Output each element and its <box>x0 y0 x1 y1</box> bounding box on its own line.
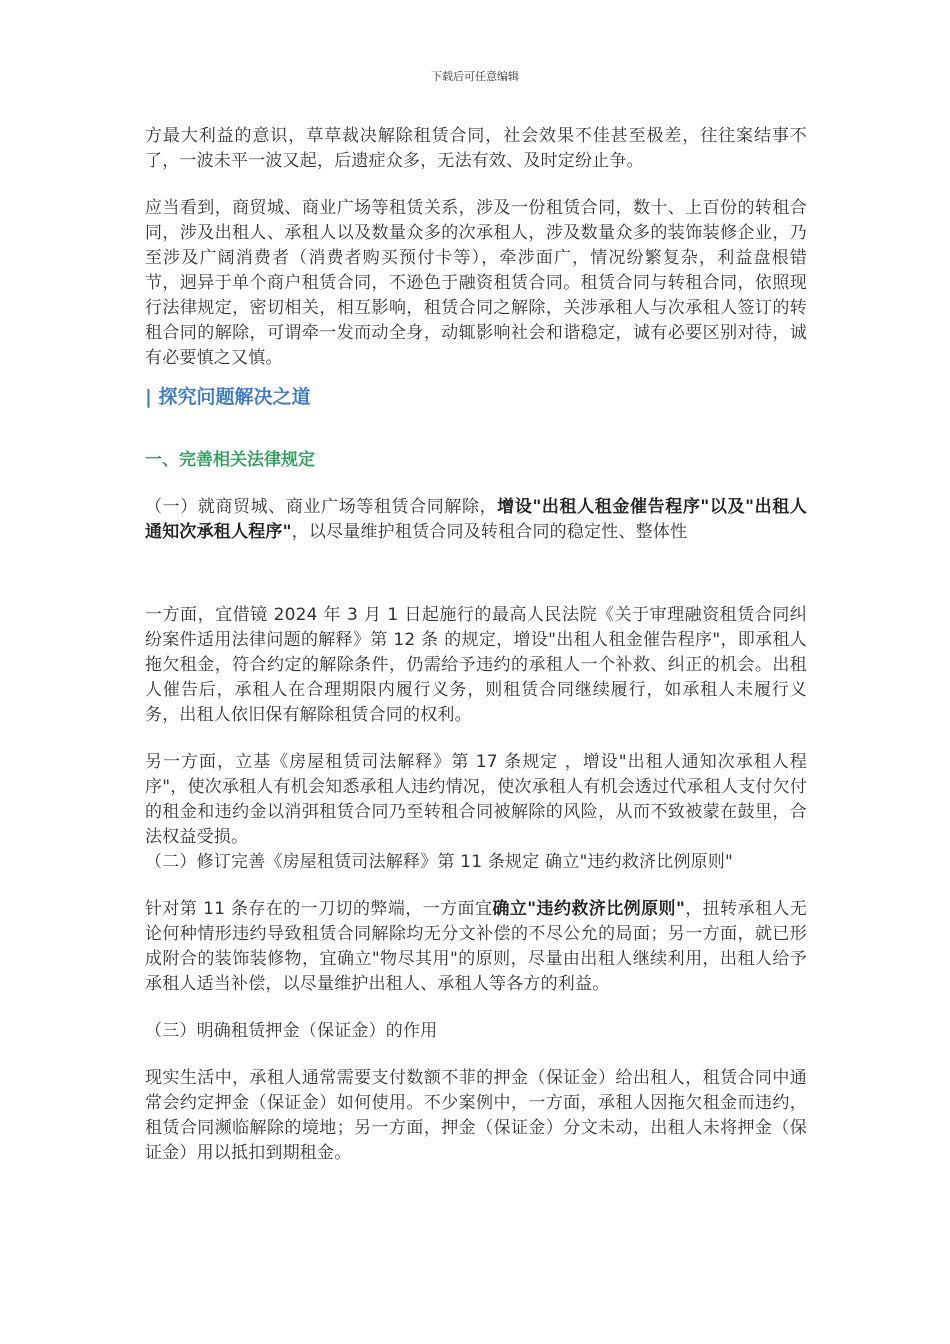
paragraph-7-prefix: 针对第 11 条存在的一刀切的弊端，一方面宜 <box>145 899 493 919</box>
paragraph-9: 现实生活中，承租人通常需要支付数额不菲的押金（保证金）给出租人，租赁合同中通常会约定押金（保证金）如何使用。不少案例中，一方面，承租人因拖欠租金而违约，租赁合同濒临解除的境地；另一方面，押金（保证金）分文未动，出租人未将押金（保证金）用以抵扣到期租金。 <box>145 1068 807 1163</box>
paragraph-3-prefix: （一）就商贸城、商业广场等租赁合同解除， <box>145 497 498 517</box>
page-header-note: 下载后可任意编辑 <box>431 70 519 83</box>
heading-improve-laws: 一、完善相关法律规定 <box>145 450 315 470</box>
paragraph-1: 方最大利益的意识，草草裁决解除租赁合同，社会效果不佳甚至极差，往往案结事不了，一波未平一波又起，后遗症众多，无法有效、及时定纷止争。 <box>145 126 807 171</box>
paragraph-3-suffix: ，以尽量维护租赁合同及转租合同的稳定性、整体性 <box>291 522 688 542</box>
paragraph-4: 一方面，宜借镜 2024 年 3 月 1 日起施行的最高人民法院《关于审理融资租赁合同纠纷案件适用法律问题的解释》第 12 条 的规定，增设"出租人租金催告程序"，即承租人拖欠租金，符合约定的解除条件，仍需给予违约的承租人一个补救、纠正的机会。出租人催告后，承租人在合理期限内履行义务，则租赁合同继续履行，如承租人未履行义务，出租人依旧保有解除租赁合同的权利。 <box>145 605 807 725</box>
paragraph-7-bold: 确立"违约救济比例原则" <box>492 899 686 919</box>
document-body <box>145 124 807 1166</box>
paragraph-3 <box>145 495 807 545</box>
paragraph-5: 另一方面，立基《房屋租赁司法解释》第 17 条规定 ，增设"出租人通知次承租人程序"，使次承租人有机会知悉承租人违约情况，使次承租人有机会透过代承租人支付欠付的租金和违约金以消弭租赁合同乃至转租合同被解除的风险，从而不致被蒙在鼓里，合法权益受损。 <box>145 752 807 847</box>
paragraph-7 <box>145 897 807 997</box>
section-title: | 探究问题解决之道 <box>145 386 311 408</box>
paragraph-2: 应当看到，商贸城、商业广场等租赁关系，涉及一份租赁合同，数十、上百份的转租合同，涉及出租人、承租人以及数量众多的次承租人，涉及数量众多的装饰装修企业，乃至涉及广阔消费者（消费者购买预付卡等），牵涉面广，情况纷繁复杂，利益盘根错节，迥异于单个商户租赁合同，不逊色于融资租赁合同。租赁合同与转租合同，依照现行法律规定，密切相关，相互影响，租赁合同之解除，关涉承租人与次承租人签订的转租合同的解除，可谓牵一发而动全身，动辄影响社会和谐稳定，诚有必要区别对待，诚有必要慎之又慎。 <box>145 198 807 368</box>
paragraph-3-bold: 增设"出租人租金催告程序"以及"出租人通知次承租人程序" <box>145 497 808 542</box>
paragraph-6: （二）修订完善《房屋租赁司法解释》第 11 条规定 确立"违约救济比例原则" <box>145 852 734 872</box>
paragraph-7-suffix: ，扭转承租人无论何种情形违约导致租赁合同解除均无分文补偿的不尽公允的局面；另一方面，就已形成附合的装饰装修物，宜确立"物尽其用"的原则，尽量由出租人继续利用，出租人给予承租人适当补偿，以尽量维护出租人、承租人等各方的利益。 <box>145 899 808 994</box>
paragraph-8: （三）明确租赁押金（保证金）的作用 <box>145 1021 438 1041</box>
